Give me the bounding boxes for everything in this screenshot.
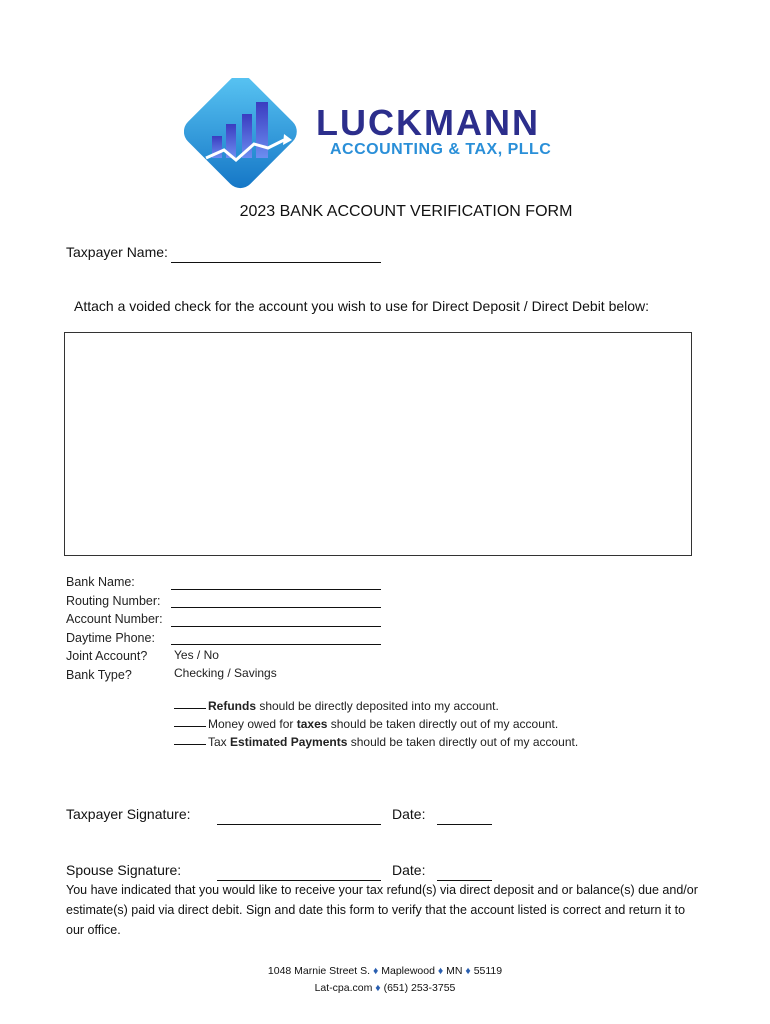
diamond-separator-icon: ♦: [372, 965, 379, 977]
footer-street: 1048 Marnie Street S.: [267, 965, 371, 977]
form-title: 2023 BANK ACCOUNT VERIFICATION FORM: [239, 203, 573, 220]
option-refunds-line[interactable]: [174, 708, 206, 709]
option-estimated-bold: Estimated Payments: [230, 735, 348, 749]
option-taxes-line[interactable]: [174, 726, 206, 727]
footer-contact: [0, 980, 770, 997]
taxpayer-name-label: Taxpayer Name:: [66, 244, 168, 260]
taxpayer-signature-label: Taxpayer Signature:: [66, 806, 191, 822]
bank-type-value[interactable]: Checking / Savings: [174, 666, 277, 680]
bank-name-line[interactable]: [171, 589, 381, 590]
footer-address: [0, 963, 770, 980]
option-taxes-pre: Money owed for: [208, 717, 297, 731]
daytime-phone-label: Daytime Phone:: [66, 630, 155, 645]
bank-name-label: Bank Name:: [66, 575, 135, 589]
diamond-separator-icon: ♦: [375, 982, 381, 994]
attach-instruction: Attach a voided check for the account you wish to use for Direct Deposit / Direct Debit below:: [74, 298, 650, 314]
spouse-date-label: Date:: [392, 862, 426, 878]
taxpayer-date-line[interactable]: [437, 824, 492, 825]
routing-number-label: Routing Number:: [66, 593, 161, 608]
routing-number-line[interactable]: [171, 607, 381, 608]
option-estimated-line[interactable]: [174, 744, 206, 745]
diamond-separator-icon: ♦: [437, 965, 444, 977]
footer-website[interactable]: Lat-cpa.com: [314, 982, 373, 994]
joint-account-value[interactable]: Yes / No: [174, 648, 219, 662]
footer-city: Maplewood: [381, 965, 435, 977]
option-taxes-bold: taxes: [296, 717, 328, 731]
diamond-separator-icon: ♦: [465, 965, 471, 977]
option-refunds: [174, 699, 499, 713]
option-estimated-text: should be taken directly out of my account.: [347, 735, 579, 749]
option-taxes-owed: [174, 717, 558, 731]
option-refunds-text: should be directly deposited into my account.: [256, 699, 499, 713]
joint-account-label: Joint Account?: [66, 649, 148, 663]
logo-chart-icon: [184, 78, 314, 190]
bank-field-labels: [66, 573, 163, 684]
option-estimated-pre: Tax: [208, 735, 231, 749]
footer-state: MN: [446, 965, 463, 977]
account-number-label: Account Number:: [66, 612, 163, 626]
brand-subtitle: ACCOUNTING & TAX, PLLC: [330, 141, 552, 158]
voided-check-area: [64, 332, 692, 556]
option-refunds-bold: Refunds: [208, 699, 256, 713]
footer-phone[interactable]: (651) 253-3755: [383, 982, 456, 994]
taxpayer-signature-line[interactable]: [217, 824, 381, 825]
footer-zip: 55119: [473, 965, 503, 977]
taxpayer-date-label: Date:: [392, 806, 426, 822]
option-estimated-payments: [174, 735, 578, 749]
taxpayer-name-line[interactable]: [171, 262, 381, 263]
brand-name: LUCKMANN: [316, 102, 540, 143]
verification-note: You have indicated that you would like to receive your tax refund(s) via direct deposit and or balance(s) due and/or estimate(s) paid via direct debit. Sign and date this form to verify that the account listed is correct and return it to our office.: [66, 883, 698, 937]
bank-type-label: Bank Type?: [66, 667, 132, 682]
account-number-line[interactable]: [171, 626, 381, 627]
option-taxes-text: should be taken directly out of my account.: [327, 717, 559, 731]
daytime-phone-line[interactable]: [171, 644, 381, 645]
spouse-signature-label: Spouse Signature:: [66, 862, 182, 878]
